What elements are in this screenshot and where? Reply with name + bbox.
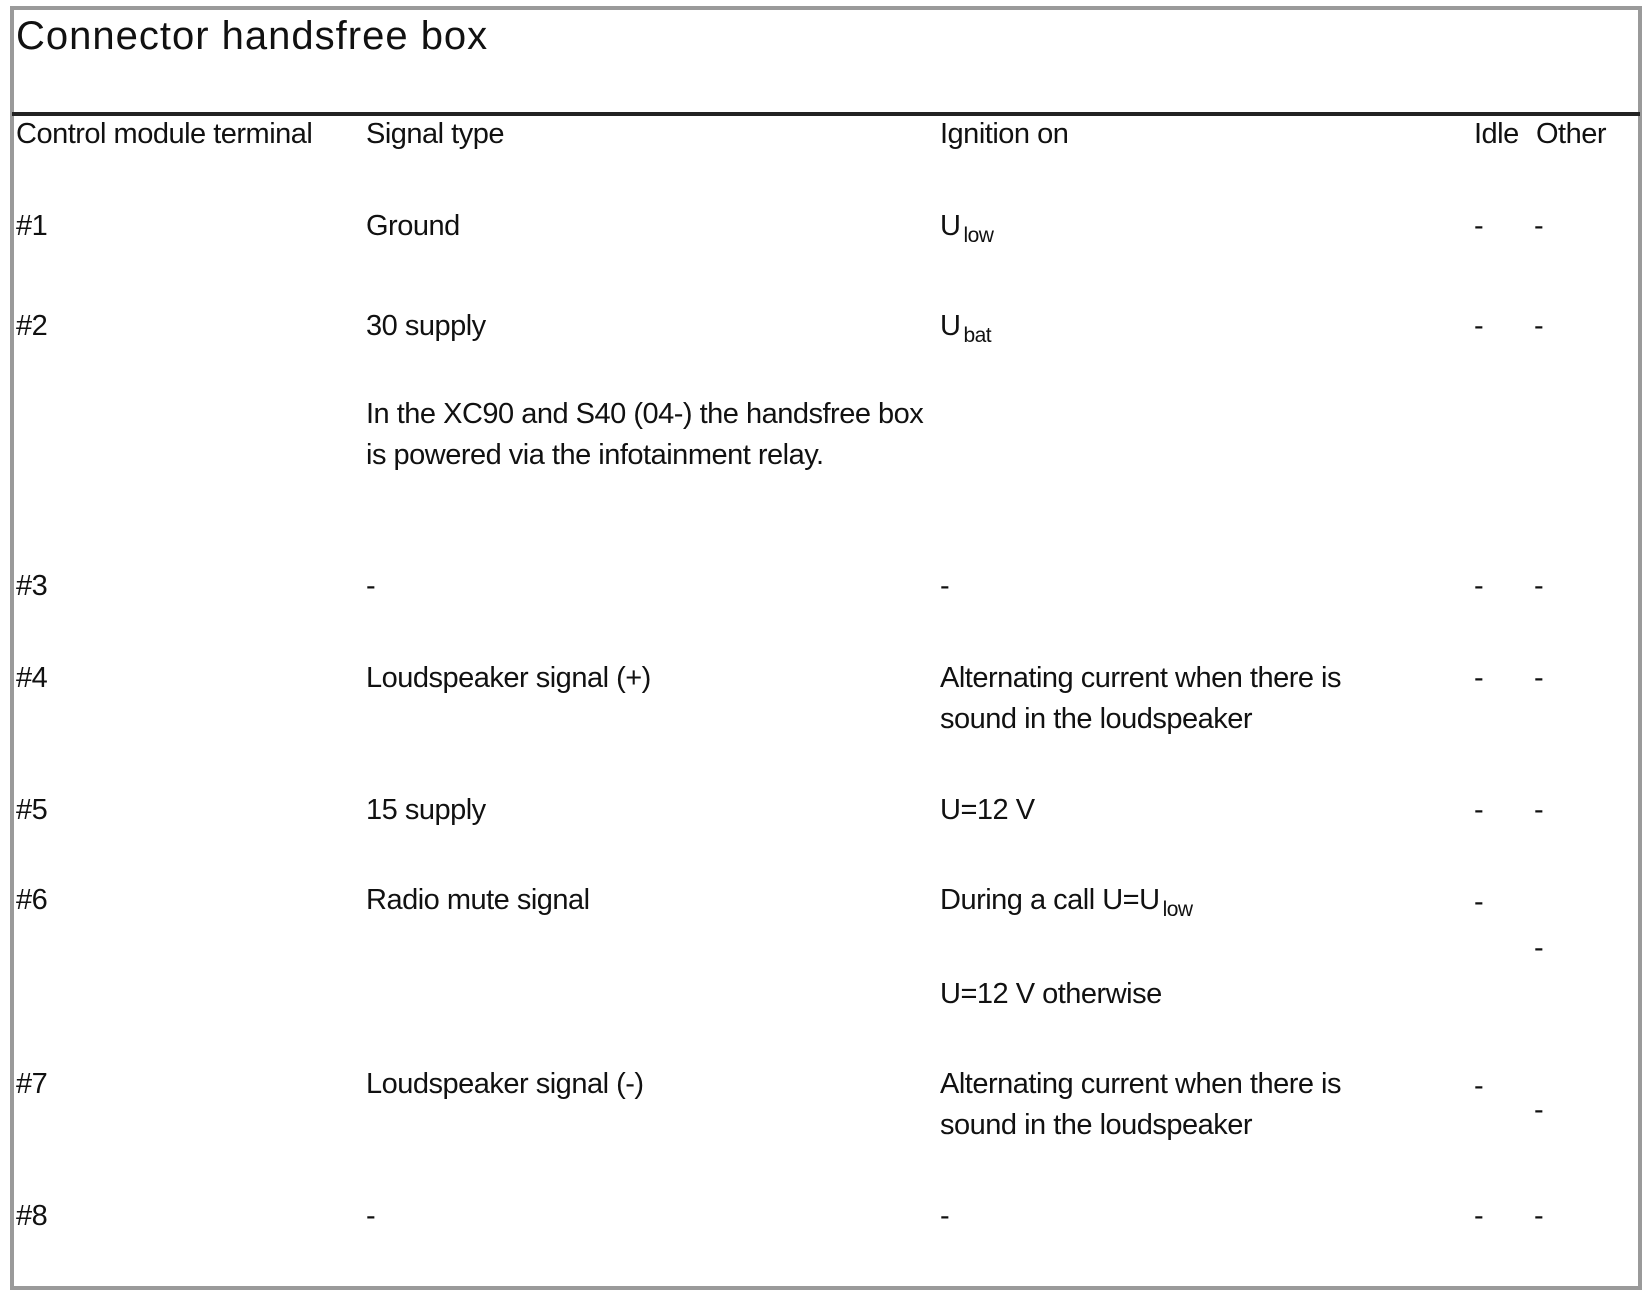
row-signal-type: -	[366, 1200, 376, 1232]
row-ignition-value: -	[940, 570, 950, 602]
row-other-value: -	[1534, 1200, 1544, 1232]
row-other-value: -	[1534, 570, 1544, 602]
row-idle-value: -	[1474, 1200, 1484, 1232]
row-terminal: #7	[16, 1068, 48, 1100]
row-other-value: -	[1534, 794, 1544, 826]
row-terminal: #2	[16, 310, 48, 342]
row-signal-type: 30 supply	[366, 310, 486, 342]
row-signal-type: Loudspeaker signal (+)	[366, 662, 651, 694]
header-idle: Idle	[1474, 118, 1519, 150]
row-idle-value: -	[1474, 570, 1484, 602]
row-ignition-value: -	[940, 1200, 950, 1232]
row-ignition-value: U $_{low}$	[940, 210, 994, 247]
header-other: Other	[1536, 118, 1607, 150]
row-terminal: #6	[16, 884, 48, 916]
row-signal-type: Loudspeaker signal (-)	[366, 1068, 644, 1100]
row-signal-type: Radio mute signal	[366, 884, 590, 916]
row-terminal: #8	[16, 1200, 48, 1232]
row-ignition-value: Alternating current when there is sound in the loudspeaker	[940, 662, 1341, 735]
row-signal-type: 15 supply	[366, 794, 486, 826]
row-other-value: -	[1534, 932, 1544, 964]
row-signal-type: -	[366, 570, 376, 602]
row-other-value: -	[1534, 662, 1544, 694]
row-ignition-value-2: U=12 V otherwise	[940, 978, 1162, 1010]
page-title: Connector handsfree box	[16, 14, 489, 58]
header-signal-type: Signal type	[366, 118, 504, 150]
row-idle-value: -	[1474, 886, 1484, 918]
row-other-value: -	[1534, 1094, 1544, 1126]
row-ignition-value: U $_{bat}$	[940, 310, 992, 347]
header-ignition-on: Ignition on	[940, 118, 1069, 150]
row-signal-type: Ground	[366, 210, 460, 242]
row-ignition-value: During a call U=U $_{low}$	[940, 884, 1193, 921]
row-ignition-value: U=12 V	[940, 794, 1035, 826]
row-ignition-value: Alternating current when there is sound in the loudspeaker	[940, 1068, 1341, 1141]
row-idle-value: -	[1474, 794, 1484, 826]
row-other-value: -	[1534, 210, 1544, 242]
row-terminal: #1	[16, 210, 48, 242]
row-idle-value: -	[1474, 210, 1484, 242]
row-note: In the XC90 and S40 (04-) the handsfree box is powered via the infotainment relay.	[366, 398, 924, 471]
row-idle-value: -	[1474, 310, 1484, 342]
row-terminal: #3	[16, 570, 48, 602]
row-idle-value: -	[1474, 662, 1484, 694]
header-terminal: Control module terminal	[16, 118, 313, 150]
row-terminal: #5	[16, 794, 48, 826]
row-terminal: #4	[16, 662, 48, 694]
row-other-value: -	[1534, 310, 1544, 342]
row-idle-value: -	[1474, 1070, 1484, 1102]
